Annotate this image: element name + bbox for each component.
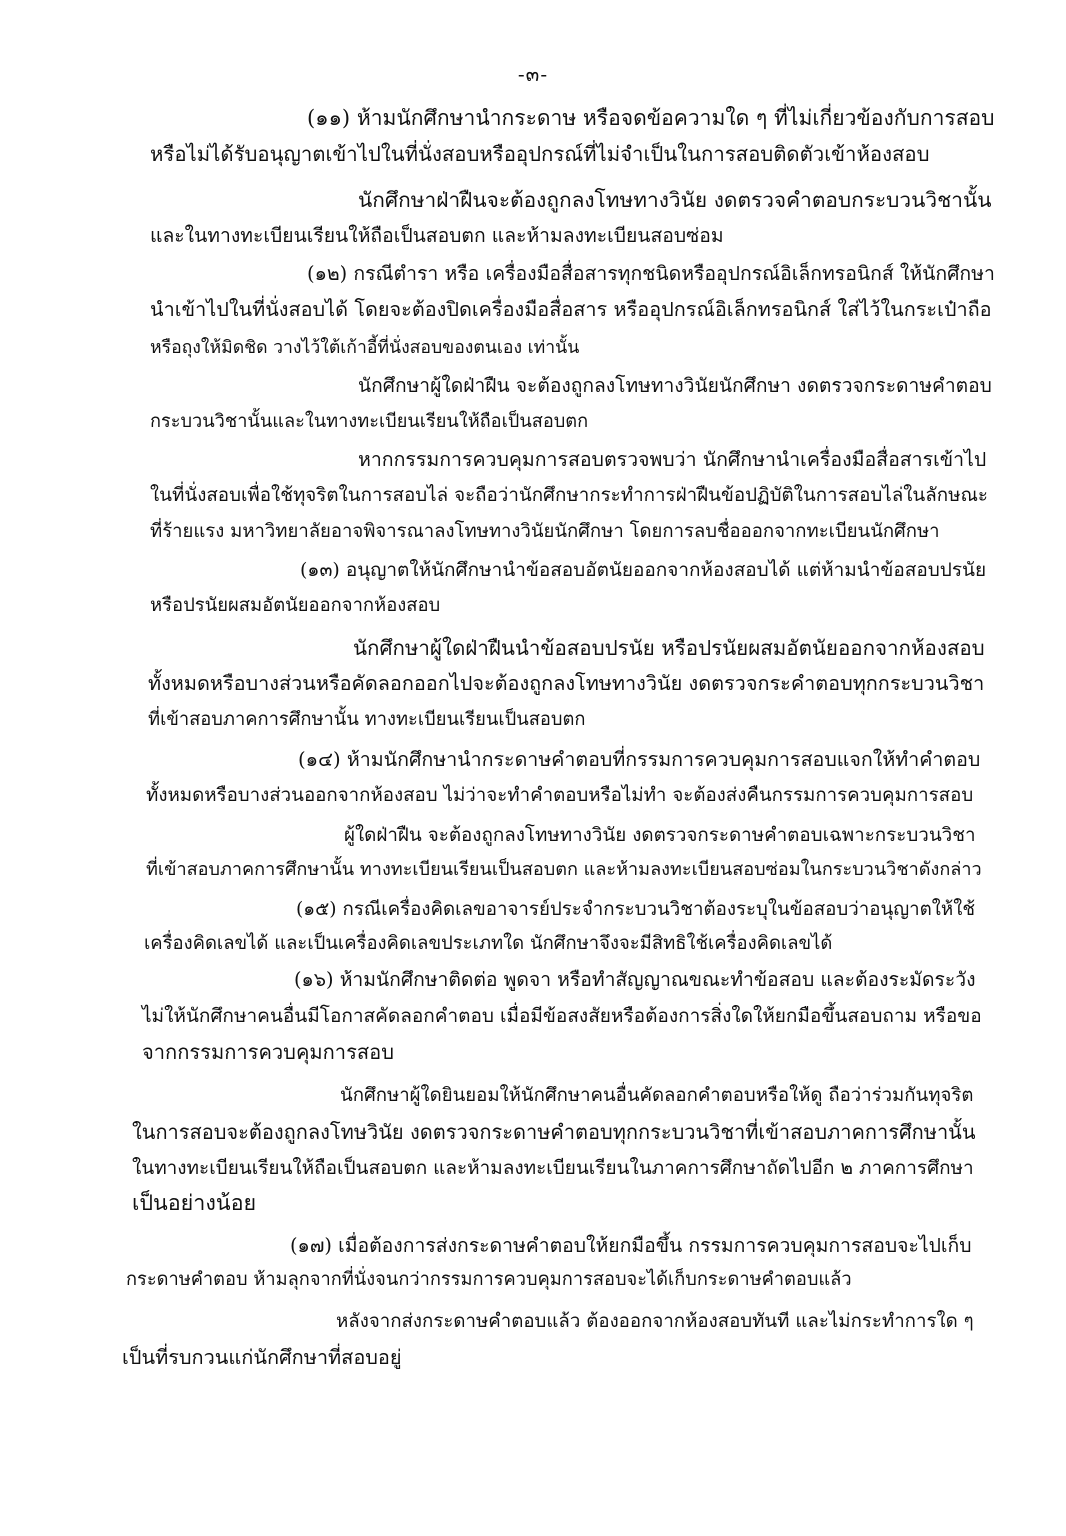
text-line: ทั้งหมดหรือบางส่วนออกจากห้องสอบ ไม่ว่าจะทำคำตอบหรือไม่ทำ จะต้องส่งคืนกรรมการควบคุมการสอบ	[146, 785, 974, 806]
text-line: (๑๗) เมื่อต้องการส่งกระดาษคำตอบให้ยกมือขึ้น กรรมการควบคุมการสอบจะไปเก็บ	[290, 1234, 972, 1257]
text-line: ที่เข้าสอบภาคการศึกษานั้น ทางทะเบียนเรียนเป็นสอบตก และห้ามลงทะเบียนสอบซ่อมในกระบวนวิชาดังกล่าว	[146, 859, 982, 880]
text-line: ในทางทะเบียนเรียนให้ถือเป็นสอบตก และห้ามลงทะเบียนเรียนในภาคการศึกษาถัดไปอีก ๒ ภาคการศึกษา	[132, 1157, 974, 1179]
text-line: หลังจากส่งกระดาษคำตอบแล้ว ต้องออกจากห้องสอบทันที และไม่กระทำการใด ๆ	[336, 1311, 974, 1332]
text-line: เครื่องคิดเลขได้ และเป็นเครื่องคิดเลขประเภทใด นักศึกษาจึงจะมีสิทธิใช้เครื่องคิดเลขได้	[144, 933, 833, 954]
text-line: หากกรรมการควบคุมการสอบตรวจพบว่า นักศึกษานำเครื่องมือสื่อสารเข้าไป	[358, 448, 987, 471]
text-line: ที่ร้ายแรง มหาวิทยาลัยอาจพิจารณาลงโทษทางวินัยนักศึกษา โดยการลบชื่อออกจากทะเบียนนักศึกษา	[150, 521, 940, 542]
text-line: ไม่ให้นักศึกษาคนอื่นมีโอกาสคัดลอกคำตอบ เมื่อมีข้อสงสัยหรือต้องการสิ่งใดให้ยกมือขึ้นสอบถาม หรือขอ	[142, 1005, 982, 1027]
page-number: -๓-	[517, 62, 549, 86]
text-line: ในที่นั่งสอบเพื่อใช้ทุจริตในการสอบไล่ จะถือว่านักศึกษากระทำการฝ่าฝืนข้อปฏิบัติในการสอบไล่ในลักษณะ	[150, 485, 988, 506]
text-line: นักศึกษาผู้ใดยินยอมให้นักศึกษาคนอื่นคัดลอกคำตอบหรือให้ดู ถือว่าร่วมกันทุจริต	[340, 1085, 974, 1106]
text-line: เป็นอย่างน้อย	[132, 1191, 257, 1216]
text-line: ที่เข้าสอบภาคการศึกษานั้น ทางทะเบียนเรียนเป็นสอบตก	[148, 709, 586, 730]
text-line: (๑๔) ห้ามนักศึกษานำกระดาษคำตอบที่กรรมการควบคุมการสอบแจกให้ทำคำตอบ	[298, 748, 981, 771]
text-line: ผู้ใดฝ่าฝืน จะต้องถูกลงโทษทางวินัย งดตรวจกระดาษคำตอบเฉพาะกระบวนวิชา	[344, 825, 976, 846]
text-line: (๑๓) อนุญาตให้นักศึกษานำข้อสอบอัตนัยออกจากห้องสอบได้ แต่ห้ามนำข้อสอบปรนัย	[300, 559, 987, 581]
text-line: หรือปรนัยผสมอัตนัยออกจากห้องสอบ	[150, 595, 441, 616]
text-line: กระบวนวิชานั้นและในทางทะเบียนเรียนให้ถือเป็นสอบตก	[150, 411, 589, 432]
text-line: (๑๕) กรณีเครื่องคิดเลขอาจารย์ประจำกระบวนวิชาต้องระบุในข้อสอบว่าอนุญาตให้ใช้	[296, 899, 976, 920]
text-line: และในทางทะเบียนเรียนให้ถือเป็นสอบตก และห้ามลงทะเบียนสอบซ่อม	[150, 224, 724, 247]
text-line: นำเข้าไปในที่นั่งสอบได้ โดยจะต้องปิดเครื่องมือสื่อสาร หรืออุปกรณ์อิเล็กทรอนิกส์ ใส่ไว้ในกระเป๋าถือ	[150, 298, 992, 321]
text-line: (๑๖) ห้ามนักศึกษาติดต่อ พูดจา หรือทำสัญญาณขณะทำข้อสอบ และต้องระมัดระวัง	[294, 968, 976, 991]
text-line: ทั้งหมดหรือบางส่วนหรือคัดลอกออกไปจะต้องถูกลงโทษทางวินัย งดตรวจกระคำตอบทุกกระบวนวิชา	[148, 672, 985, 695]
text-line: ในการสอบจะต้องถูกลงโทษวินัย งดตรวจกระดาษคำตอบทุกกระบวนวิชาที่เข้าสอบภาคการศึกษานั้น	[132, 1120, 976, 1144]
text-line: จากกรรมการควบคุมการสอบ	[142, 1040, 394, 1064]
text-line: กระดาษคำตอบ ห้ามลุกจากที่นั่งจนกว่ากรรมการควบคุมการสอบจะได้เก็บกระดาษคำตอบแล้ว	[126, 1269, 852, 1290]
text-line: หรือไม่ได้รับอนุญาตเข้าไปในที่นั่งสอบหรืออุปกรณ์ที่ไม่จำเป็นในการสอบติดตัวเข้าห้องสอบ	[150, 142, 930, 166]
text-line: นักศึกษาฝ่าฝืนจะต้องถูกลงโทษทางวินัย งดตรวจคำตอบกระบวนวิชานั้น	[358, 188, 992, 212]
text-line: หรือถุงให้มิดชิด วางไว้ใต้เก้าอี้ที่นั่งสอบของตนเอง เท่านั้น	[150, 338, 580, 358]
text-line: (๑๑) ห้ามนักศึกษานำกระดาษ หรือจดข้อความใด ๆ ที่ไม่เกี่ยวข้องกับการสอบ	[307, 105, 995, 130]
text-line: นักศึกษาผู้ใดฝ่าฝืนนำข้อสอบปรนัย หรือปรนัยผสมอัตนัยออกจากห้องสอบ	[353, 636, 985, 660]
text-line: (๑๒) กรณีตำรา หรือ เครื่องมือสื่อสารทุกชนิดหรืออุปกรณ์อิเล็กทรอนิกส์ ให้นักศึกษา	[307, 262, 995, 285]
text-line: เป็นที่รบกวนแก่นักศึกษาที่สอบอยู่	[122, 1346, 402, 1369]
text-line: นักศึกษาผู้ใดฝ่าฝืน จะต้องถูกลงโทษทางวินัยนักศึกษา งดตรวจกระดาษคำตอบ	[358, 374, 992, 397]
